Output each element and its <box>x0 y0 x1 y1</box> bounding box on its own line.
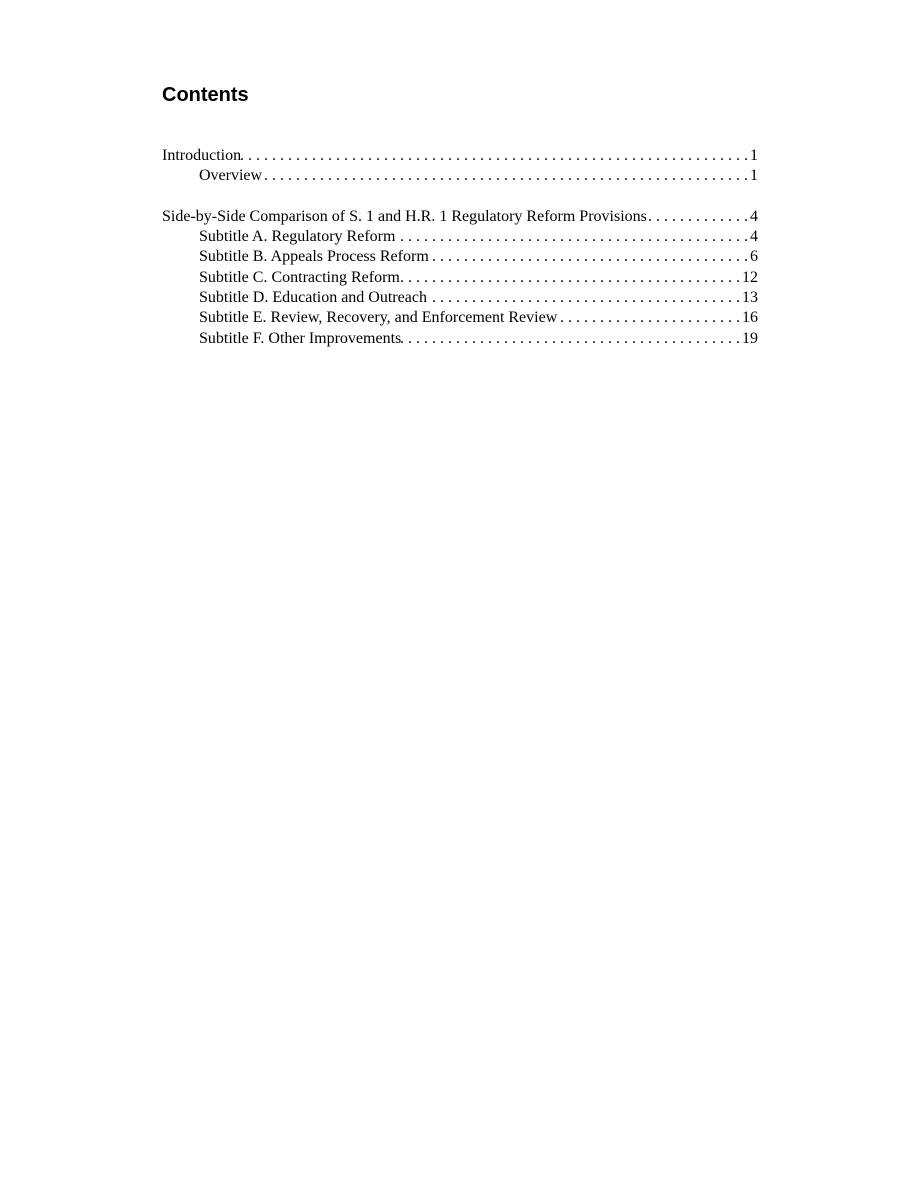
contents-heading: Contents <box>162 84 249 106</box>
toc-entry-page-number: 4 <box>750 207 758 225</box>
toc-entry-subtitle-c <box>162 268 758 288</box>
toc-entry-page-number: 13 <box>742 289 758 307</box>
toc-entry-page-number: 1 <box>750 167 758 185</box>
toc-entry-page-number: 19 <box>742 329 758 347</box>
toc-entry-title: Subtitle C. Contracting Reform <box>199 268 400 286</box>
toc-entry-title: Side-by-Side Comparison of S. 1 and H.R. 1 Regulatory Reform Provisions <box>162 207 647 225</box>
toc-entry-page-number: 6 <box>750 248 758 266</box>
toc-entry-page-number: 12 <box>742 268 758 286</box>
dot-leader <box>557 308 742 328</box>
toc-entry-title: Subtitle B. Appeals Process Reform <box>199 248 429 266</box>
toc-entry-title: Subtitle A. Regulatory Reform <box>199 228 396 246</box>
toc-entry-introduction <box>162 146 758 166</box>
toc-entry-title: Subtitle E. Review, Recovery, and Enforcement Review <box>199 309 558 327</box>
toc-entry-subtitle-b <box>162 247 758 267</box>
toc-entry-page-number: 16 <box>742 309 758 327</box>
toc-entry-overview <box>162 166 758 186</box>
toc-entry-side-by-side-comparison <box>162 207 758 227</box>
dot-leader <box>401 329 742 349</box>
toc-entry-subtitle-f <box>162 329 758 349</box>
dot-leader <box>647 207 750 227</box>
toc-entry-page-number: 4 <box>750 228 758 246</box>
dot-leader <box>395 227 750 247</box>
dot-leader <box>262 166 750 186</box>
toc-entry-title: Subtitle D. Education and Outreach <box>199 289 427 307</box>
toc-entry-subtitle-a <box>162 227 758 247</box>
toc-entry-subtitle-e <box>162 308 758 328</box>
toc-entry-title: Overview <box>199 167 263 185</box>
table-of-contents <box>162 146 758 349</box>
toc-entry-title: Introduction <box>162 147 242 164</box>
dot-leader <box>427 288 742 308</box>
dot-leader <box>429 247 750 267</box>
toc-entry-page-number: 1 <box>750 147 758 164</box>
dot-leader <box>400 268 742 288</box>
dot-leader <box>241 146 750 166</box>
toc-entry-title: Subtitle F. Other Improvements <box>199 329 402 347</box>
toc-entry-subtitle-d <box>162 288 758 308</box>
